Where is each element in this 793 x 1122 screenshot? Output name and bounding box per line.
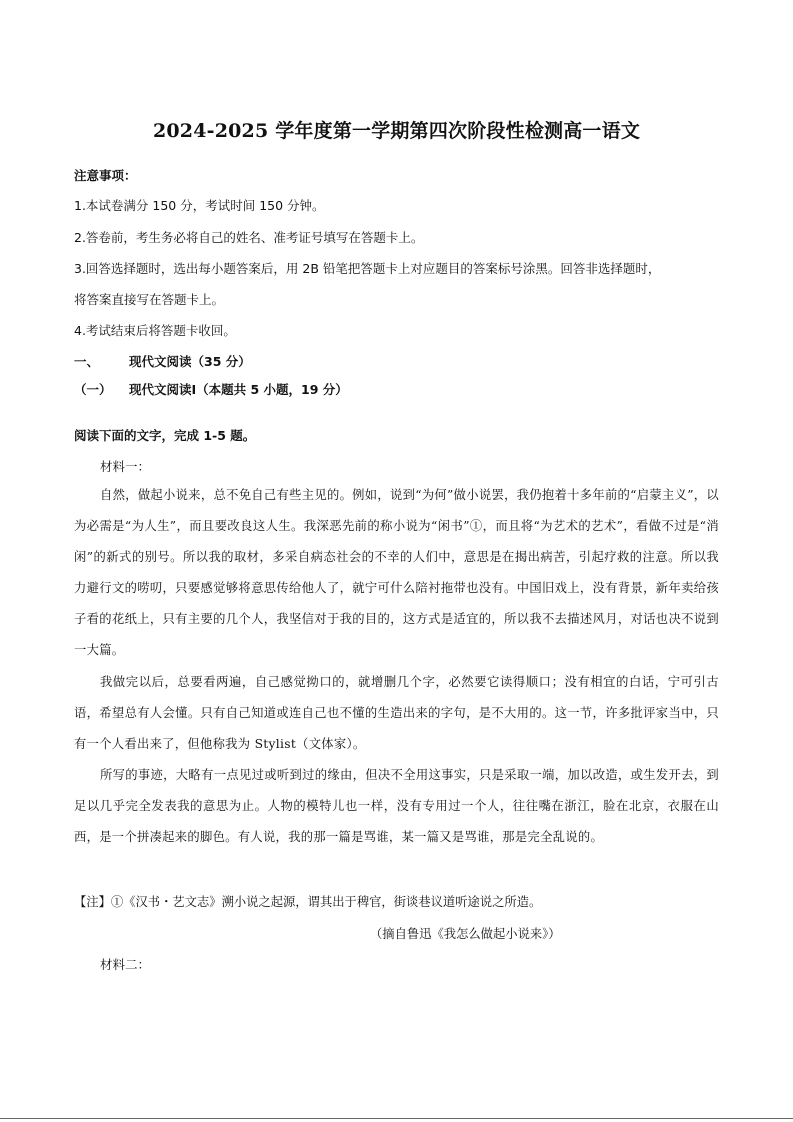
paragraph-3: 所写的事迹，大略有一点见过或听到过的缘由，但决不全用这事实，只是采取一端，加以改造，或生发开去，到足以几乎完全发表我的意思为止。人物的模特儿也一样，没有专用过一个人，往往嘴在浙江，脸在北京，衣服在山西，是一个拼凑起来的脚色。有人说，我的那一篇是骂谁，某一篇又是骂谁，那是完全乱说的。 <box>74 768 719 844</box>
material-1-label: 材料一： <box>100 459 151 474</box>
section-heading-1-1 <box>74 380 348 398</box>
subsection-number: （一） <box>74 382 112 397</box>
subsection-label: 现代文阅读Ⅰ（本题共 5 小题，19 分） <box>129 382 348 397</box>
footnote: 【注】①《汉书・艺文志》溯小说之起源，谓其出于稗官，街谈巷议道听途说之所造。 <box>74 895 542 909</box>
source-citation: （摘自鲁迅《我怎么做起小说来》） <box>370 927 561 941</box>
notice-item-3: 3.回答选择题时，选出每小题答案后，用 2B 铅笔把答题卡上对应题目的答案标号涂黑。回答非选择题时， <box>74 261 661 276</box>
paragraph-2: 我做完以后，总要看两遍，自己感觉拗口的，就增删几个字，必然要它读得顺口；没有相宜的白话，宁可引古语，希望总有人会懂。只有自己知道或连自己也不懂的生造出来的字句，是不大用的。这一节，许多批评家当中，只有一个人看出来了，但他称我为 Stylist（文体家）。 <box>74 675 719 751</box>
notice-heading: 注意事项： <box>74 168 137 183</box>
page-title: 2024-2025 学年度第一学期第四次阶段性检测高一语文 <box>152 120 641 142</box>
reading-instruction: 阅读下面的文字，完成 1-5 题。 <box>74 428 256 443</box>
section-heading-1 <box>74 352 251 370</box>
section-number: 一、 <box>74 354 100 369</box>
page-bottom-rule <box>0 1118 793 1119</box>
notice-item-2: 2.答卷前，考生务必将自己的姓名、准考证号填写在答题卡上。 <box>74 230 424 245</box>
notice-item-1: 1.本试卷满分 150 分，考试时间 150 分钟。 <box>74 198 325 213</box>
notice-item-3-cont: 将答案直接写在答题卡上。 <box>74 292 225 307</box>
material-2-label: 材料二： <box>100 957 151 972</box>
paragraph-1: 自然，做起小说来，总不免自己有些主见的。例如，说到“为何”做小说罢，我仍抱着十多年前的“启蒙主义”，以为必需是“为人生”，而且要改良这人生。我深恶先前的称小说为“闲书”①，而且将“为艺术的艺术”，看做不过是“消闲”的新式的别号。所以我的取材，多采自病态社会的不幸的人们中，意思是在揭出病苦，引起疗救的注意。所以我力避行文的唠叨，只要感觉够将意思传给他人了，就宁可什么陪衬拖带也没有。中国旧戏上，没有背景，新年卖给孩子看的花纸上，只有主要的几个人，我坚信对于我的目的，这方式是适宜的，所以我不去描述风月，对话也决不说到一大篇。 <box>74 488 719 657</box>
section-label: 现代文阅读（35 分） <box>129 354 251 369</box>
notice-item-4: 4.考试结束后将答题卡收回。 <box>74 323 236 338</box>
